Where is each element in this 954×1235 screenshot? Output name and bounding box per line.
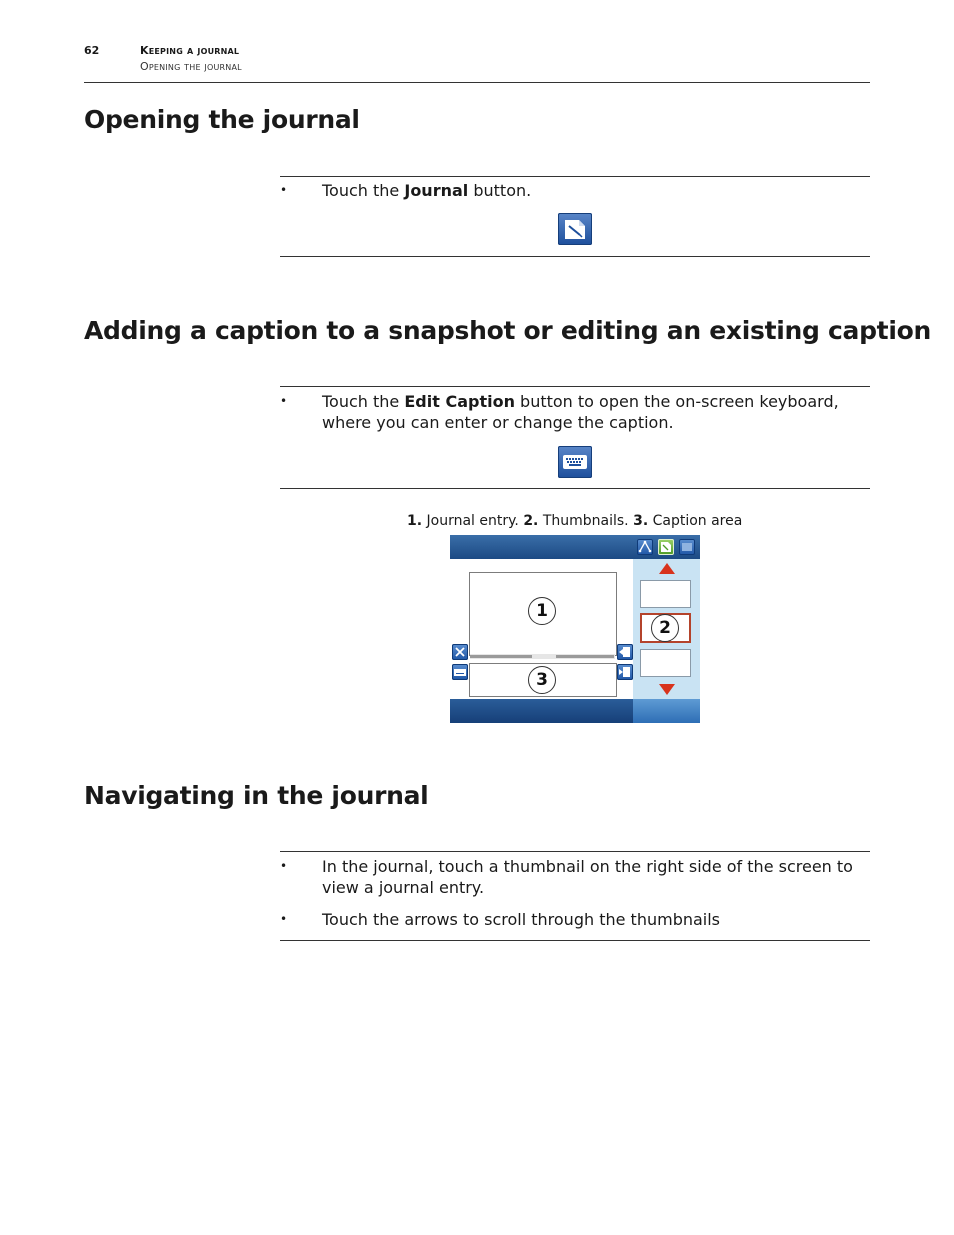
section-divider xyxy=(280,386,870,387)
bullet-dot: • xyxy=(280,394,288,408)
callout-3: 3 xyxy=(528,666,556,694)
list-item xyxy=(280,391,870,435)
scroll-down-arrow-icon[interactable] xyxy=(659,684,675,695)
delete-icon[interactable] xyxy=(452,644,468,660)
thumbnail[interactable] xyxy=(640,649,691,677)
screen-bottom-bar-right xyxy=(633,699,700,723)
journal-button[interactable] xyxy=(558,213,592,245)
section-title-navigating: Navigating in the journal xyxy=(84,781,429,810)
bullet-dot: • xyxy=(280,859,288,873)
journal-mode-icon[interactable] xyxy=(658,539,674,555)
journal-icon xyxy=(558,213,592,245)
thumbnail[interactable] xyxy=(640,580,691,608)
display-mode-icon[interactable] xyxy=(679,539,695,555)
edit-caption-label: Edit Caption xyxy=(404,392,515,411)
callout-2: 2 xyxy=(651,614,679,642)
screen-bottom-bar xyxy=(450,699,633,723)
bullet-text: Touch the Journal button. xyxy=(322,181,532,200)
page-number: 62 xyxy=(84,44,100,57)
journal-screen-figure xyxy=(450,535,700,723)
running-header-chapter: Keeping a journal xyxy=(140,44,240,57)
scroll-up-arrow-icon[interactable] xyxy=(659,563,675,574)
entry-scrollbar[interactable] xyxy=(470,654,615,659)
journal-label: Journal xyxy=(404,181,469,200)
section-divider xyxy=(280,851,870,852)
export-icon[interactable] xyxy=(617,644,633,660)
header-divider xyxy=(84,82,870,83)
section-divider xyxy=(280,176,870,177)
list-item xyxy=(280,856,870,900)
section-divider xyxy=(280,940,870,941)
section-divider xyxy=(280,256,870,257)
callout-1: 1 xyxy=(528,597,556,625)
figure-caption: 1. Journal entry. 2. Thumbnails. 3. Caption area xyxy=(407,513,743,529)
edit-caption-button[interactable] xyxy=(558,446,592,478)
section-title-opening: Opening the journal xyxy=(84,105,360,134)
measure-tool-icon[interactable] xyxy=(637,539,653,555)
running-header-section: Opening the journal xyxy=(140,60,242,73)
bullet-dot: • xyxy=(280,912,288,926)
keyboard-icon xyxy=(558,446,592,478)
bullet-text: Touch the arrows to scroll through the thumbnails xyxy=(322,910,721,929)
section-title-caption: Adding a caption to a snapshot or editing an existing caption xyxy=(84,316,931,345)
section-divider xyxy=(280,488,870,489)
bullet-text: Touch the Edit Caption button to open the on-screen keyboard, where you can enter or change the caption. xyxy=(322,392,839,432)
bullet-text: In the journal, touch a thumbnail on the right side of the screen to view a journal entry. xyxy=(322,857,853,897)
keyboard-small-icon[interactable] xyxy=(452,664,468,680)
import-icon[interactable] xyxy=(617,664,633,680)
bullet-dot: • xyxy=(280,183,288,197)
